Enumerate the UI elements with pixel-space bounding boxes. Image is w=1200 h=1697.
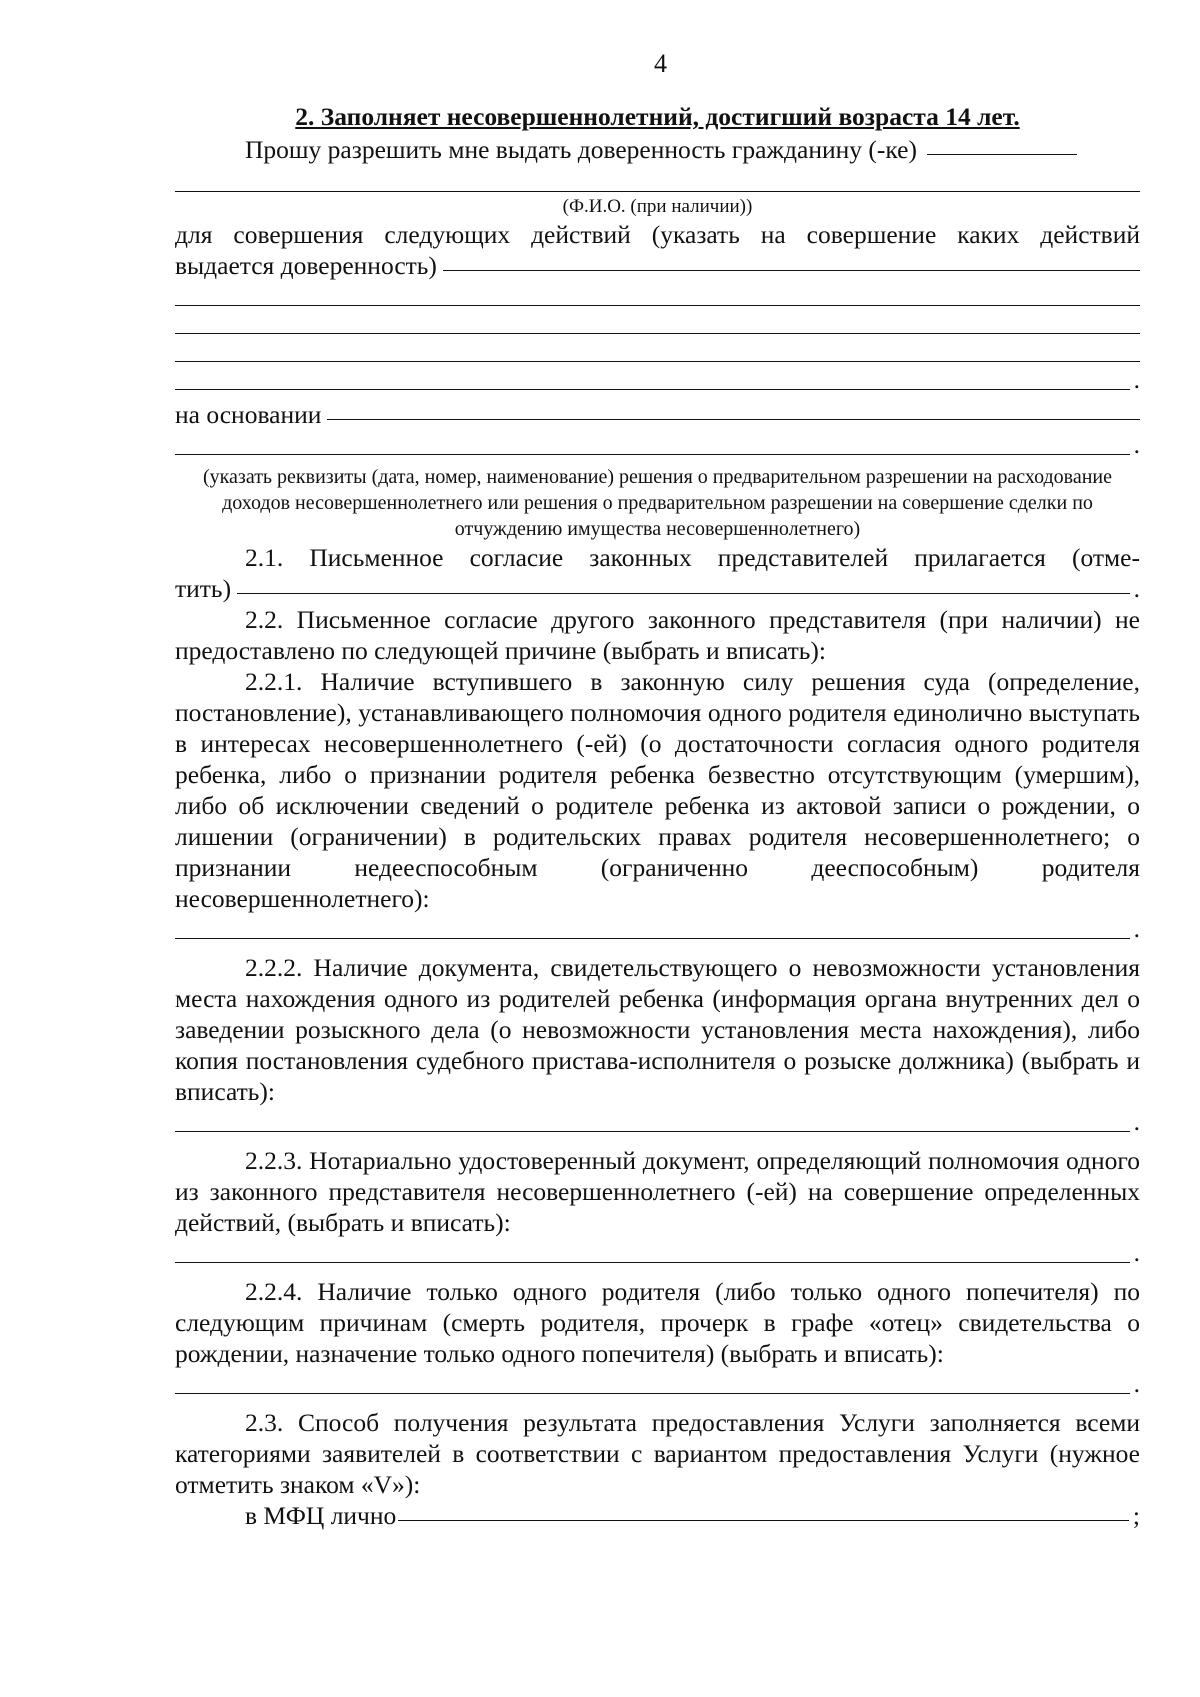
actions-line-3[interactable] [175, 337, 1140, 365]
document-page [175, 48, 1140, 1531]
consent-field[interactable] [237, 571, 1130, 594]
page-number: 4 [654, 49, 667, 78]
mfc-label: в МФЦ лично [245, 1501, 397, 1530]
paragraph-2-2-4: 2.2.4. Наличие только одного родителя (либо только одного попечителя) по следующим причинам (смерть родителя, прочерк в графе «отец» свидетельства о рождении, назначение только одного попечителя) (выбрать и вписать): [175, 1277, 1140, 1368]
period-mark: . [1133, 574, 1140, 603]
paragraph-2-1: 2.1. Письменное согласие законных представителей прилагается (отме- [245, 543, 1140, 572]
trustee-name-line[interactable] [175, 165, 1140, 195]
paragraph-2-2-2: 2.2.2. Наличие документа, свидетельствующего о невозможности установления места нахождения одного из родителей ребенка (информация органа внутренних дел о заведении розыскного дела (о невозможности установления места нахождения), либо копия постановления судебного пристава-исполнителя о розыске должника) (выбрать и вписать): [175, 953, 1140, 1106]
basis-row [175, 399, 1140, 430]
actions-line-2[interactable] [175, 309, 1140, 337]
fio-caption: (Ф.И.О. (при наличии)) [562, 196, 753, 217]
paragraph-2-2: 2.2. Письменное согласие другого законного представителя (при наличии) не предоставлено по следующей причине (выбрать и вписать): [175, 605, 1140, 665]
request-text: Прошу разрешить мне выдать доверенность гражданину (-ке) [245, 135, 917, 164]
trustee-name-field[interactable] [927, 132, 1077, 155]
section-heading: 2. Заполняет несовершеннолетний, достигший возраста 14 лет. [295, 102, 1020, 131]
period-mark: . [1133, 365, 1140, 394]
basis-label: на основании [175, 400, 322, 429]
court-decision-line[interactable] [175, 914, 1140, 942]
search-document-line[interactable] [175, 1107, 1140, 1135]
basis-field[interactable] [327, 397, 1140, 420]
period-mark: . [1133, 1107, 1140, 1136]
period-mark: . [1133, 430, 1140, 459]
actions-row [175, 250, 1140, 281]
actions-field[interactable] [443, 248, 1140, 271]
period-mark: . [1133, 914, 1140, 943]
mfc-row [175, 1500, 1140, 1531]
actions-line-1[interactable] [175, 281, 1140, 309]
period-mark: . [1133, 1369, 1140, 1398]
actions-text-2: выдается доверенность) [175, 251, 437, 280]
semicolon-mark: ; [1132, 1501, 1140, 1530]
request-row [175, 134, 1140, 165]
single-parent-line[interactable] [175, 1369, 1140, 1397]
actions-line-4[interactable] [175, 365, 1140, 393]
paragraph-2-1-end: тить) [175, 574, 232, 603]
paragraph-2-3: 2.3. Способ получения результата предоставления Услуги заполняется всеми категориями заявителей в соответствии с вариантом предоставления Услуги (нужное отметить знаком «V»): [175, 1408, 1140, 1499]
notary-document-line[interactable] [175, 1238, 1140, 1266]
paragraph-2-2-1: 2.2.1. Наличие вступившего в законную силу решения суда (определение, постановление), устанавливающего полномочия одного родителя единолично выступать в интересах несовершеннолетнего (-ей) (о достаточности согласия одного родителя ребенка, либо о признании родителя ребенка безвестно отсутствующим (умершим), либо об исключении сведений о родителе ребенка из актовой записи о рождении, о лишении (ограничении) в родительских правах родителя несовершеннолетнего; о признании недееспособным (ограниченно дееспособным) родителя несовершеннолетнего): [175, 667, 1140, 913]
basis-caption: (указать реквизиты (дата, номер, наименование) решения о предварительном разрешении на расходование доходов несовершеннолетнего или решения о предварительном разрешении на совершение сделки по отчуждению имущества несовершеннолетнего) [202, 466, 1113, 540]
period-mark: . [1133, 1238, 1140, 1267]
consent-row [175, 573, 1140, 604]
basis-line[interactable] [175, 430, 1140, 458]
mfc-checkbox-field[interactable] [398, 1498, 1129, 1521]
paragraph-2-2-3: 2.2.3. Нотариально удостоверенный документ, определяющий полномочия одного из законного представителя несовершеннолетнего (-ей) на совершение определенных действий, (выбрать и вписать): [175, 1146, 1140, 1237]
actions-text: для совершения следующих действий (указать на совершение каких действий [175, 220, 1140, 249]
